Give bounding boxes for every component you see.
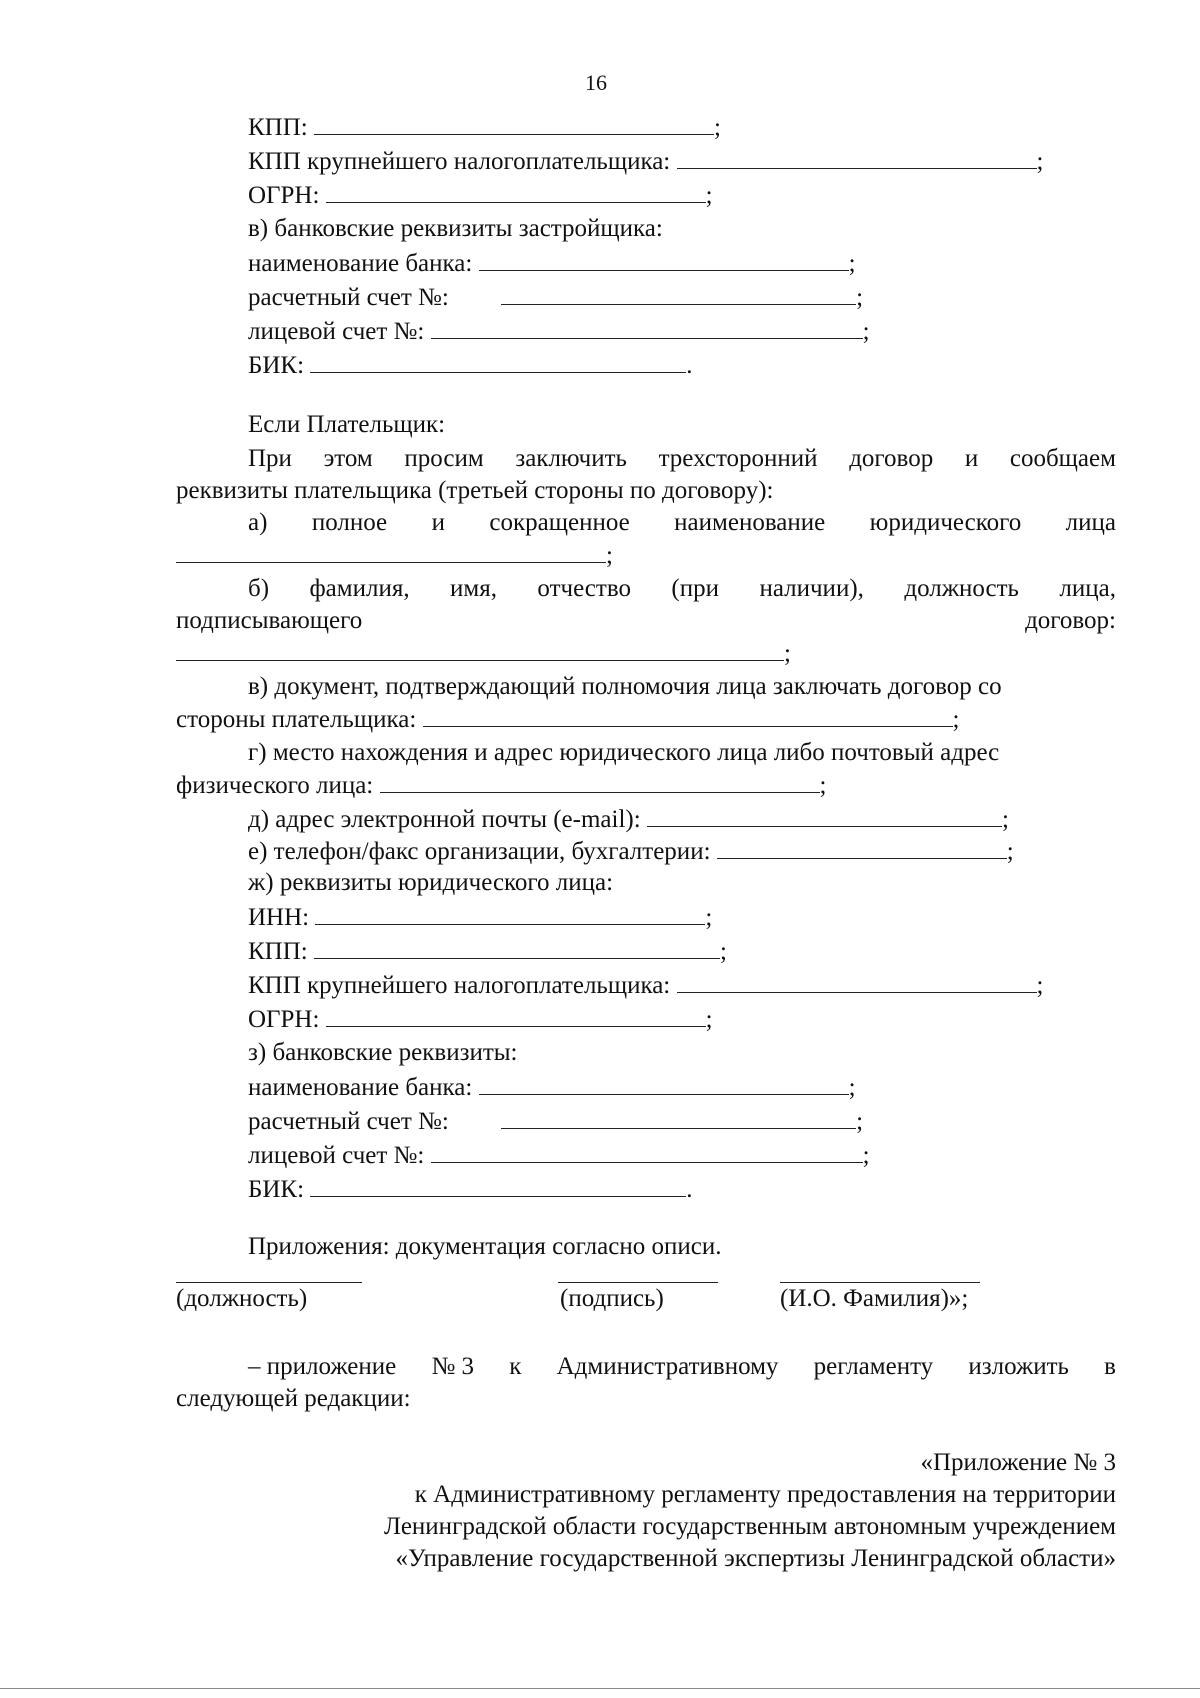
payer-name-field[interactable] — [176, 540, 606, 563]
builder-kpp-large-label: КПП крупнейшего налогоплательщика: — [248, 148, 671, 175]
amendment-line-1 — [248, 1352, 1116, 1382]
word: (при — [671, 575, 719, 602]
position-signature-line[interactable] — [176, 1282, 362, 1283]
word: При — [248, 445, 292, 472]
name-signature-line[interactable] — [780, 1282, 980, 1283]
builder-account-label: расчетный счет №: — [248, 284, 449, 311]
builder-account-field[interactable] — [501, 282, 856, 305]
semicolon: ; — [1036, 148, 1044, 175]
word: и — [964, 445, 979, 472]
semicolon: ; — [606, 542, 613, 569]
payer-kpp-large-row — [248, 970, 1043, 1001]
payer-account-row — [248, 1106, 863, 1137]
phone-fax-field[interactable] — [717, 836, 1007, 859]
page-number: 16 — [585, 70, 607, 95]
builder-ogrn-row — [248, 180, 713, 211]
request-line-1 — [248, 444, 1116, 474]
builder-ogrn-field[interactable] — [326, 180, 706, 203]
semicolon: ; — [819, 772, 827, 799]
semicolon: ; — [862, 1142, 870, 1169]
appendix-subtitle-1: к Административному регламенту предоставления на территории — [414, 1481, 1116, 1508]
semicolon: ; — [952, 706, 960, 733]
page-bottom-edge — [0, 1688, 1200, 1689]
builder-kpp-label: КПП: — [248, 114, 308, 141]
builder-personal-account-label: лицевой счет №: — [248, 318, 425, 345]
semicolon: ; — [705, 904, 713, 931]
payer-personal-account-label: лицевой счет №: — [248, 1142, 425, 1169]
position-caption: (должность) — [176, 1285, 308, 1312]
word: просим — [404, 445, 484, 472]
payer-bik-row — [248, 1174, 693, 1205]
item-g-line-1: г) место нахождения и адрес юридического лица либо почтовый адрес — [248, 739, 1000, 766]
word: и — [431, 509, 445, 536]
word: регламенту — [813, 1353, 934, 1380]
address-field[interactable] — [380, 770, 820, 793]
item-v-line-2 — [176, 704, 959, 735]
semicolon: ; — [1006, 838, 1014, 865]
attachments-line: Приложения: документация согласно описи. — [248, 1233, 722, 1260]
semicolon: ; — [848, 1074, 856, 1101]
word: б) — [248, 575, 270, 602]
signer-field[interactable] — [176, 638, 784, 661]
word: сокращенное — [489, 509, 630, 536]
word: изложить — [968, 1353, 1069, 1380]
builder-bik-row — [248, 350, 693, 381]
word: полное — [311, 509, 388, 536]
word: договор — [849, 445, 934, 472]
payer-kpp-large-label: КПП крупнейшего налогоплательщика: — [248, 972, 671, 999]
word: наименование — [674, 509, 826, 536]
payer-kpp-row — [248, 936, 727, 967]
request-line-2: реквизиты плательщика (третьей стороны по договору): — [176, 477, 774, 504]
payer-ogrn-label: ОГРН: — [248, 1006, 320, 1033]
semicolon: ; — [705, 182, 713, 209]
builder-kpp-field[interactable] — [314, 112, 714, 135]
payer-bank-name-row — [248, 1072, 856, 1103]
word: заключить — [515, 445, 627, 472]
builder-kpp-large-field[interactable] — [677, 146, 1037, 169]
payer-personal-account-row — [248, 1140, 870, 1171]
word: лица — [1065, 509, 1116, 536]
builder-kpp-large-row — [248, 146, 1043, 177]
signature-caption: (подпись) — [560, 1285, 664, 1312]
builder-personal-account-field[interactable] — [431, 316, 863, 339]
item-e-label: е) телефон/факс организации, бухгалтерии: — [248, 838, 711, 865]
word: в — [1104, 1353, 1116, 1380]
appendix-title: «Приложение № 3 — [920, 1449, 1116, 1476]
word: – приложение — [248, 1353, 397, 1380]
payer-bank-name-field[interactable] — [479, 1072, 849, 1095]
builder-bank-name-field[interactable] — [479, 248, 849, 271]
if-payer-heading: Если Плательщик: — [248, 411, 446, 438]
payer-ogrn-row — [248, 1004, 713, 1035]
builder-ogrn-label: ОГРН: — [248, 182, 320, 209]
item-g-line-2 — [176, 770, 826, 801]
semicolon: ; — [1036, 972, 1044, 999]
payer-inn-field[interactable] — [315, 902, 705, 925]
signature-line[interactable] — [558, 1282, 718, 1283]
item-e-row — [248, 836, 1014, 867]
word: имя, — [450, 575, 497, 602]
payer-ogrn-field[interactable] — [326, 1004, 706, 1027]
payer-bik-field[interactable] — [310, 1174, 686, 1197]
word: Административному — [556, 1353, 779, 1380]
word: фамилия, — [309, 575, 410, 602]
semicolon: ; — [862, 318, 870, 345]
payer-inn-row — [248, 902, 712, 933]
word: подписывающего — [176, 607, 363, 634]
item-a-line — [248, 508, 1116, 538]
word: должность — [904, 575, 1019, 602]
item-b-line-1 — [248, 574, 1116, 604]
payer-account-label: расчетный счет №: — [248, 1108, 449, 1135]
payer-kpp-label: КПП: — [248, 938, 308, 965]
item-zh-heading: ж) реквизиты юридического лица: — [248, 869, 614, 896]
builder-kpp-row — [248, 112, 721, 143]
payer-kpp-large-field[interactable] — [677, 970, 1037, 993]
semicolon: ; — [719, 938, 727, 965]
word: этом — [323, 445, 373, 472]
period: . — [686, 352, 693, 379]
item-g-label: физического лица: — [176, 772, 374, 799]
builder-bik-field[interactable] — [310, 350, 686, 373]
semicolon: ; — [856, 284, 864, 311]
semicolon: ; — [1001, 806, 1009, 833]
payer-bank-name-label: наименование банка: — [248, 1074, 473, 1101]
builder-personal-account-row — [248, 316, 870, 347]
item-b-field-row — [176, 638, 791, 669]
builder-bank-header: в) банковские реквизиты застройщика: — [248, 215, 663, 242]
semicolon: ; — [848, 250, 856, 277]
payer-account-field[interactable] — [501, 1106, 856, 1129]
word: сообщаем — [1009, 445, 1116, 472]
payer-kpp-field[interactable] — [314, 936, 720, 959]
word: наличии), — [759, 575, 864, 602]
word: № 3 — [431, 1353, 475, 1380]
semicolon: ; — [713, 114, 721, 141]
payer-inn-label: ИНН: — [248, 904, 310, 931]
builder-bank-name-row — [248, 248, 856, 279]
item-d-label: д) адрес электронной почты (e-mail): — [248, 806, 641, 833]
appendix-subtitle-2: Ленинградской области государственным автономным учреждением — [384, 1513, 1116, 1540]
semicolon: ; — [705, 1006, 713, 1033]
item-d-row — [248, 804, 1009, 835]
word: отчество — [537, 575, 631, 602]
builder-bik-label: БИК: — [248, 352, 305, 379]
word: трехсторонний — [658, 445, 818, 472]
item-b-line-2 — [176, 606, 1116, 636]
payer-bank-header: з) банковские реквизиты: — [248, 1039, 518, 1066]
email-field[interactable] — [647, 804, 1002, 827]
semicolon: ; — [784, 640, 791, 667]
builder-account-row — [248, 282, 863, 313]
item-a-field-row — [176, 540, 613, 571]
word: лица, — [1059, 575, 1116, 602]
amendment-line-2: следующей редакции: — [176, 1385, 411, 1412]
item-v-label: стороны плательщика: — [176, 706, 417, 733]
authority-document-field[interactable] — [423, 704, 953, 727]
period: . — [686, 1176, 693, 1203]
semicolon: ; — [856, 1108, 864, 1135]
builder-bank-name-label: наименование банка: — [248, 250, 473, 277]
payer-bik-label: БИК: — [248, 1176, 305, 1203]
payer-personal-account-field[interactable] — [431, 1140, 863, 1163]
word: к — [509, 1353, 522, 1380]
name-caption: (И.О. Фамилия)»; — [780, 1285, 969, 1312]
item-v-line-1: в) документ, подтверждающий полномочия лица заключать договор со — [248, 673, 1002, 700]
word: юридического — [869, 509, 1022, 536]
word: договор: — [1025, 607, 1116, 634]
word: а) — [248, 509, 268, 536]
appendix-subtitle-3: «Управление государственной экспертизы Ленинградской области» — [395, 1545, 1116, 1572]
